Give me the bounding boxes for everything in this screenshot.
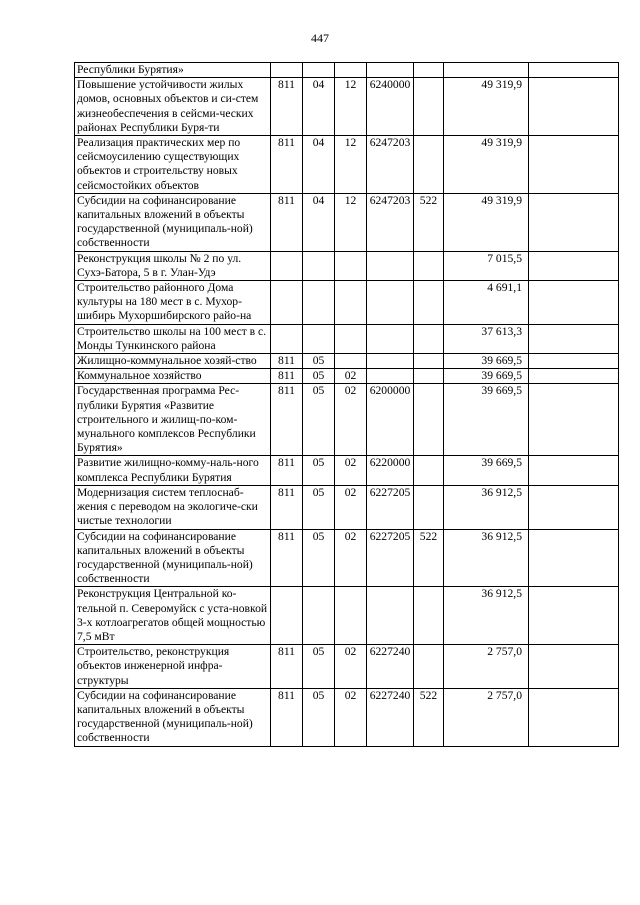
cell-extra — [529, 78, 619, 136]
cell-sum: 36 912,5 — [444, 587, 529, 645]
cell-sum: 7 015,5 — [444, 251, 529, 280]
cell-gr: 811 — [271, 485, 303, 529]
cell-vr — [414, 456, 444, 485]
cell-cs — [367, 63, 414, 78]
cell-cs: 6227205 — [367, 529, 414, 587]
cell-gr: 811 — [271, 193, 303, 251]
table-row — [75, 456, 619, 485]
cell-gr — [271, 587, 303, 645]
cell-vr — [414, 645, 444, 689]
cell-extra — [529, 63, 619, 78]
cell-cs: 6220000 — [367, 456, 414, 485]
cell-gr: 811 — [271, 78, 303, 136]
cell-cs: 6247203 — [367, 136, 414, 194]
cell-sum: 39 669,5 — [444, 354, 529, 369]
cell-vr — [414, 324, 444, 353]
cell-rz — [303, 63, 335, 78]
cell-cs — [367, 587, 414, 645]
budget-table — [74, 62, 619, 747]
cell-pr — [335, 251, 367, 280]
cell-name: Модернизация систем теплоснаб-жения с переводом на экологиче-ски чистые технологии — [75, 485, 271, 529]
cell-cs — [367, 369, 414, 384]
cell-gr: 811 — [271, 354, 303, 369]
table-row — [75, 645, 619, 689]
cell-pr — [335, 281, 367, 325]
cell-name: Строительство, реконструкция объектов инженерной инфра-структуры — [75, 645, 271, 689]
cell-name: Реализация практических мер по сейсмоусилению существующих объектов и строительству новых сейсмостойких объектов — [75, 136, 271, 194]
cell-sum — [444, 63, 529, 78]
table-row — [75, 485, 619, 529]
cell-name: Коммунальное хозяйство — [75, 369, 271, 384]
cell-rz: 05 — [303, 354, 335, 369]
cell-pr: 02 — [335, 688, 367, 746]
cell-rz: 04 — [303, 78, 335, 136]
cell-pr: 12 — [335, 78, 367, 136]
cell-pr: 02 — [335, 384, 367, 456]
cell-gr: 811 — [271, 384, 303, 456]
cell-rz — [303, 324, 335, 353]
table-row — [75, 369, 619, 384]
cell-gr — [271, 324, 303, 353]
cell-extra — [529, 281, 619, 325]
cell-extra — [529, 354, 619, 369]
cell-gr — [271, 281, 303, 325]
cell-extra — [529, 193, 619, 251]
cell-extra — [529, 369, 619, 384]
cell-pr: 02 — [335, 645, 367, 689]
cell-cs: 6227205 — [367, 485, 414, 529]
cell-pr: 02 — [335, 485, 367, 529]
cell-sum: 2 757,0 — [444, 645, 529, 689]
cell-extra — [529, 645, 619, 689]
cell-vr — [414, 384, 444, 456]
cell-rz: 05 — [303, 645, 335, 689]
cell-pr: 02 — [335, 456, 367, 485]
cell-cs: 6227240 — [367, 688, 414, 746]
cell-name: Республики Бурятия» — [75, 63, 271, 78]
cell-pr — [335, 324, 367, 353]
cell-cs: 6200000 — [367, 384, 414, 456]
cell-vr: 522 — [414, 688, 444, 746]
cell-vr — [414, 485, 444, 529]
cell-sum: 39 669,5 — [444, 369, 529, 384]
page-number: 447 — [311, 31, 329, 45]
table-row — [75, 78, 619, 136]
cell-extra — [529, 529, 619, 587]
cell-sum: 36 912,5 — [444, 529, 529, 587]
cell-rz: 05 — [303, 529, 335, 587]
cell-sum: 37 613,3 — [444, 324, 529, 353]
cell-vr: 522 — [414, 529, 444, 587]
cell-name: Повышение устойчивости жилых домов, основных объектов и си-стем жизнеобеспечения в сейсми-ческих районах Республики Буря-ти — [75, 78, 271, 136]
table-row — [75, 587, 619, 645]
cell-vr — [414, 136, 444, 194]
cell-name: Государственная программа Рес-публики Бурятия «Развитие строительного и жилищ-по-ком-мунального комплексов Республики Бурятия» — [75, 384, 271, 456]
cell-pr: 12 — [335, 136, 367, 194]
cell-sum: 49 319,9 — [444, 78, 529, 136]
cell-pr — [335, 587, 367, 645]
cell-name: Субсидии на софинансирование капитальных вложений в объекты государственной (муниципаль-ной) собственности — [75, 529, 271, 587]
cell-name: Субсидии на софинансирование капитальных вложений в объекты государственной (муниципаль-ной) собственности — [75, 193, 271, 251]
cell-name: Развитие жилищно-комму-наль-ного комплекса Республики Бурятия — [75, 456, 271, 485]
cell-rz: 05 — [303, 384, 335, 456]
cell-sum: 2 757,0 — [444, 688, 529, 746]
cell-name: Субсидии на софинансирование капитальных вложений в объекты государственной (муниципаль-ной) собственности — [75, 688, 271, 746]
cell-sum: 39 669,5 — [444, 456, 529, 485]
cell-sum: 4 691,1 — [444, 281, 529, 325]
cell-name: Строительство школы на 100 мест в с. Монды Тункинского района — [75, 324, 271, 353]
cell-cs: 6240000 — [367, 78, 414, 136]
table-row — [75, 63, 619, 78]
cell-sum: 39 669,5 — [444, 384, 529, 456]
cell-extra — [529, 324, 619, 353]
table-row — [75, 688, 619, 746]
cell-extra — [529, 587, 619, 645]
cell-pr — [335, 354, 367, 369]
cell-gr — [271, 251, 303, 280]
table-body — [75, 63, 619, 747]
cell-gr — [271, 63, 303, 78]
cell-vr — [414, 354, 444, 369]
cell-extra — [529, 136, 619, 194]
cell-rz: 05 — [303, 688, 335, 746]
cell-pr: 02 — [335, 529, 367, 587]
cell-extra — [529, 251, 619, 280]
cell-vr — [414, 369, 444, 384]
cell-vr: 522 — [414, 193, 444, 251]
cell-rz — [303, 251, 335, 280]
cell-rz — [303, 587, 335, 645]
table-row — [75, 136, 619, 194]
cell-name: Жилищно-коммунальное хозяй-ство — [75, 354, 271, 369]
table-row — [75, 324, 619, 353]
cell-cs: 6247203 — [367, 193, 414, 251]
cell-extra — [529, 384, 619, 456]
cell-cs — [367, 251, 414, 280]
cell-name: Реконструкция Центральной ко-тельной п. Северомуйск с уста-новкой 3-х котлоагрегатов общей мощностью 7,5 мВт — [75, 587, 271, 645]
cell-vr — [414, 63, 444, 78]
cell-vr — [414, 251, 444, 280]
cell-gr: 811 — [271, 456, 303, 485]
table-row — [75, 193, 619, 251]
table-row — [75, 529, 619, 587]
cell-pr: 12 — [335, 193, 367, 251]
cell-name: Строительство районного Дома культуры на 180 мест в с. Мухор-шибирь Мухоршибирского райо-на — [75, 281, 271, 325]
cell-pr: 02 — [335, 369, 367, 384]
cell-gr: 811 — [271, 369, 303, 384]
cell-gr: 811 — [271, 136, 303, 194]
cell-sum: 49 319,9 — [444, 193, 529, 251]
cell-vr — [414, 78, 444, 136]
cell-rz: 05 — [303, 456, 335, 485]
table-row — [75, 251, 619, 280]
cell-extra — [529, 485, 619, 529]
cell-sum: 36 912,5 — [444, 485, 529, 529]
cell-rz: 04 — [303, 136, 335, 194]
cell-cs: 6227240 — [367, 645, 414, 689]
cell-pr — [335, 63, 367, 78]
cell-cs — [367, 281, 414, 325]
table-row — [75, 384, 619, 456]
cell-vr — [414, 587, 444, 645]
cell-extra — [529, 688, 619, 746]
cell-gr: 811 — [271, 529, 303, 587]
cell-rz: 04 — [303, 193, 335, 251]
table-row — [75, 281, 619, 325]
table-row — [75, 354, 619, 369]
cell-name: Реконструкция школы № 2 по ул. Сухэ-Батора, 5 в г. Улан-Удэ — [75, 251, 271, 280]
cell-extra — [529, 456, 619, 485]
cell-rz: 05 — [303, 485, 335, 529]
cell-gr: 811 — [271, 645, 303, 689]
cell-vr — [414, 281, 444, 325]
cell-sum: 49 319,9 — [444, 136, 529, 194]
cell-rz — [303, 281, 335, 325]
cell-cs — [367, 324, 414, 353]
cell-cs — [367, 354, 414, 369]
cell-gr: 811 — [271, 688, 303, 746]
cell-rz: 05 — [303, 369, 335, 384]
